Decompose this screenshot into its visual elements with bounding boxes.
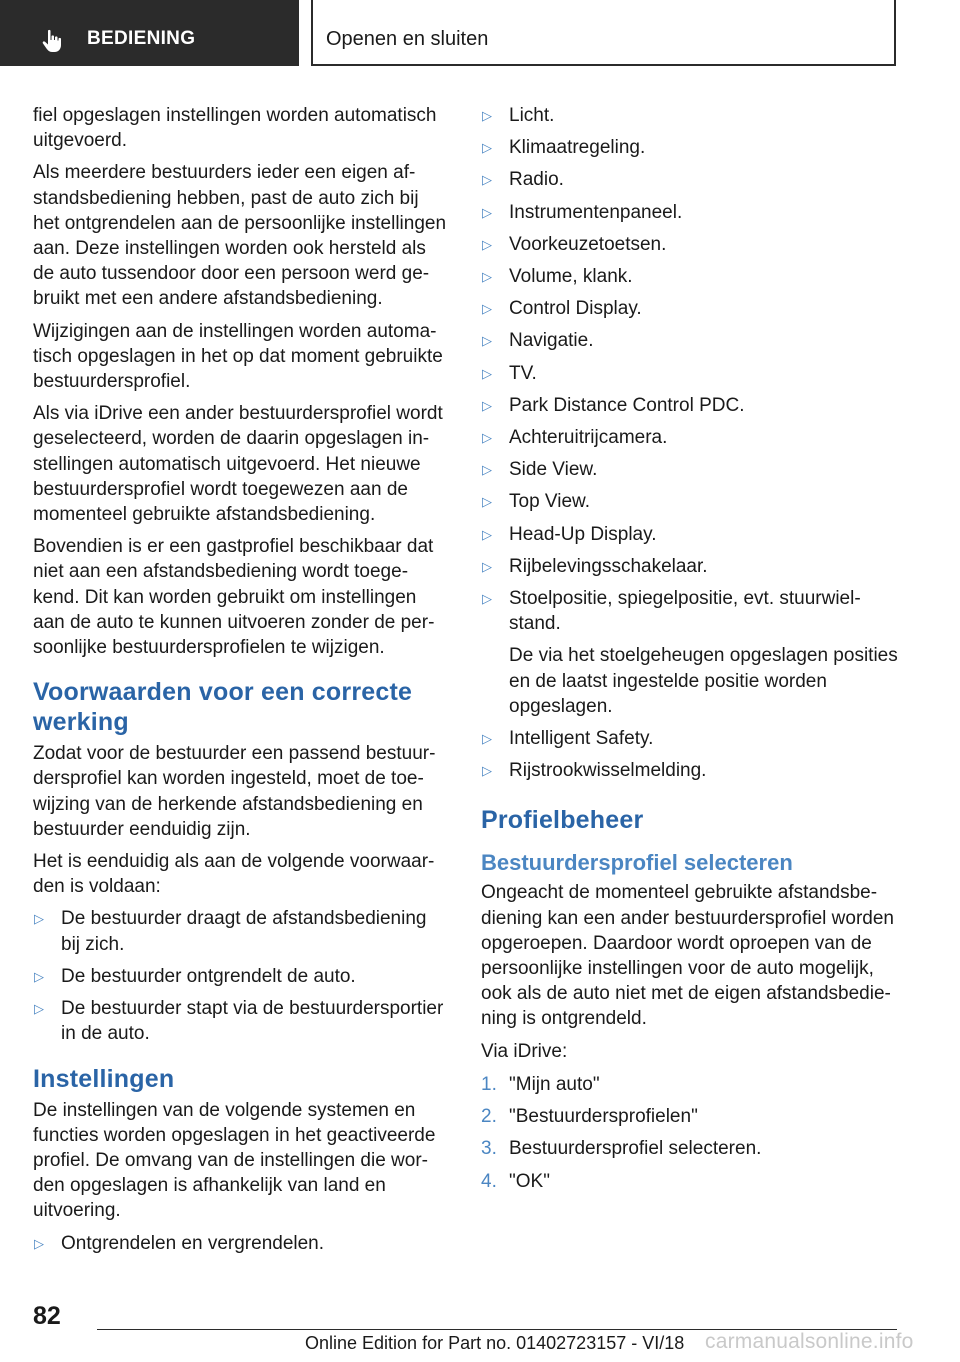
triangle-bullet-icon: ▷ (482, 204, 492, 220)
left-column (33, 103, 448, 1263)
triangle-bullet-icon: ▷ (34, 911, 44, 927)
paragraph: Bovendien is er een gastprofiel beschikbaar dat niet aan een afstandsbediening wordt toegekend. Dit kan worden gebruikt om instellingen aan de auto te kunnen uitvoeren zonder de persoonlijke bestuurdersprofielen te wijzigen. (33, 536, 435, 659)
step-item: 1. "Mijn auto" (481, 1072, 899, 1097)
paragraph: Via iDrive: (481, 1040, 568, 1062)
list-item: ▷ De bestuurder stapt via de bestuurdersportier in de auto. (34, 998, 444, 1045)
heading-select-profile: Bestuurdersprofiel selecteren (481, 850, 793, 876)
paragraph: Als via iDrive een ander bestuurdersprofiel wordt geselecteerd, worden de daarin opgeslagen instellingen automatisch uitgevoerd. Het nieuwe bestuurdersprofiel wordt toegewezen aan de momenteel gebruikte afstandsbediening. (33, 403, 443, 526)
list-item: ▷ Rijstrookwisselmelding. (481, 758, 899, 783)
paragraph: Ongeacht de momenteel gebruikte afstandsbediening kan een ander bestuurdersprofiel worden opgeroepen. Daardoor wordt oproepen van de persoonlijke instellingen voor de auto mogelijk, ook als de auto niet met de eigen afstandsbediening is ontgrendeld. (481, 882, 894, 1030)
list-item: ▷ Volume, klank. (481, 264, 899, 289)
heading-settings: Instellingen (33, 1064, 175, 1093)
step-item: 4. "OK" (481, 1169, 899, 1194)
list-item: ▷ Ontgrendelen en vergrendelen. (33, 1231, 448, 1256)
conditions-list (33, 906, 448, 1046)
watermark: carmanualsonline.info (705, 1330, 914, 1353)
paragraph: Het is eenduidig als aan de volgende voorwaarden is voldaan: (33, 851, 435, 898)
triangle-bullet-icon: ▷ (482, 397, 492, 413)
paragraph: Wijzigingen aan de instellingen worden automatisch opgeslagen in het op dat moment gebruikte bestuurdersprofiel. (33, 320, 443, 393)
triangle-bullet-icon: ▷ (482, 140, 492, 156)
triangle-bullet-icon: ▷ (482, 333, 492, 349)
edition-text: Online Edition for Part no. 01402723157 - VI/18 (305, 1333, 685, 1353)
triangle-bullet-icon: ▷ (482, 269, 492, 285)
list-item: ▷ Radio. (481, 167, 899, 192)
paragraph: Als meerdere bestuurders ieder een eigen afstandsbediening hebben, past de auto zich bij het ontgrendelen aan de persoonlijke instellingen aan. Deze instellingen worden ook hersteld als de auto tussendoor door een persoon werd gebruikt met een andere afstandsbediening. (33, 162, 447, 310)
step-number: 1. (481, 1073, 497, 1095)
list-item: ▷ Voorkeuzetoetsen. (481, 232, 899, 257)
list-item: ▷ Intelligent Safety. (481, 726, 899, 751)
list-item: ▷ Park Distance Control PDC. (481, 393, 899, 418)
triangle-bullet-icon: ▷ (482, 526, 492, 542)
list-item: ▷ Licht. (481, 103, 899, 128)
list-item: ▷ Achteruitrijcamera. (481, 425, 899, 450)
list-item: ▷ Rijbelevingsschakelaar. (481, 554, 899, 579)
list-item: ▷ De bestuurder ontgrendelt de auto. (33, 964, 448, 989)
list-item-note: De via het stoelgeheugen opgeslagen posities en de laatst ingestelde positie worden opgeslagen. (509, 645, 898, 717)
list-item: ▷ Instrumentenpaneel. (481, 200, 899, 225)
paragraph: fiel opgeslagen instellingen worden automatisch uitgevoerd. (33, 105, 437, 152)
settings-list-continued (481, 103, 899, 783)
settings-list (33, 1231, 448, 1256)
heading-conditions: Voorwaarden voor een correcte werking (33, 678, 413, 737)
list-item: ▷ Side View. (481, 457, 899, 482)
step-number: 4. (481, 1170, 497, 1192)
step-number: 2. (481, 1106, 497, 1128)
list-item: ▷ Head-Up Display. (481, 522, 899, 547)
list-item: ▷ Top View. (481, 489, 899, 514)
triangle-bullet-icon: ▷ (482, 591, 492, 607)
triangle-bullet-icon: ▷ (482, 763, 492, 779)
heading-profile-management: Profielbeheer (481, 806, 644, 835)
triangle-bullet-icon: ▷ (482, 462, 492, 478)
list-item: ▷ Stoelpositie, spiegelpositie, evt. stuurwielstand. De via het stoelgeheugen opgeslagen posities en de laatst ingestelde positie worden opgeslagen. (481, 586, 899, 719)
chapter-title: Openen en sluiten (326, 28, 489, 50)
triangle-bullet-icon: ▷ (34, 1001, 44, 1017)
triangle-bullet-icon: ▷ (482, 731, 492, 747)
step-number: 3. (481, 1138, 497, 1160)
list-item: ▷ Navigatie. (481, 328, 899, 353)
page-number: 82 (33, 1302, 61, 1330)
step-item: 2. "Bestuurdersprofielen" (481, 1104, 899, 1129)
hand-pointer-icon (39, 27, 67, 55)
triangle-bullet-icon: ▷ (482, 301, 492, 317)
paragraph: De instellingen van de volgende systemen en functies worden opgeslagen in het geactiveerde profiel. De omvang van de instellingen die worden opgeslagen is afhankelijk van land en uitvoering. (33, 1099, 436, 1222)
triangle-bullet-icon: ▷ (34, 1235, 44, 1251)
list-item: ▷ Klimaatregeling. (481, 135, 899, 160)
section-title: BEDIENING (87, 28, 196, 49)
chapter-tab (311, 0, 896, 66)
paragraph: Zodat voor de bestuurder een passend bestuurdersprofiel kan worden ingesteld, moet de toewijzing van de herkende afstandsbediening en bestuurder eenduidig zijn. (33, 743, 436, 840)
triangle-bullet-icon: ▷ (482, 108, 492, 123)
page-header (0, 0, 960, 66)
list-item: ▷ De bestuurder draagt de afstandsbediening bij zich. (34, 908, 427, 955)
section-tab (0, 0, 299, 66)
triangle-bullet-icon: ▷ (482, 365, 492, 381)
triangle-bullet-icon: ▷ (482, 236, 492, 252)
list-item: ▷ TV. (481, 361, 899, 386)
triangle-bullet-icon: ▷ (34, 968, 44, 984)
triangle-bullet-icon: ▷ (482, 172, 492, 188)
step-item: 3. Bestuurdersprofiel selecteren. (481, 1136, 899, 1161)
triangle-bullet-icon: ▷ (482, 558, 492, 574)
steps-list (481, 1072, 899, 1194)
right-column (481, 103, 899, 1201)
list-item: ▷ Control Display. (481, 296, 899, 321)
triangle-bullet-icon: ▷ (482, 494, 492, 510)
triangle-bullet-icon: ▷ (482, 430, 492, 446)
